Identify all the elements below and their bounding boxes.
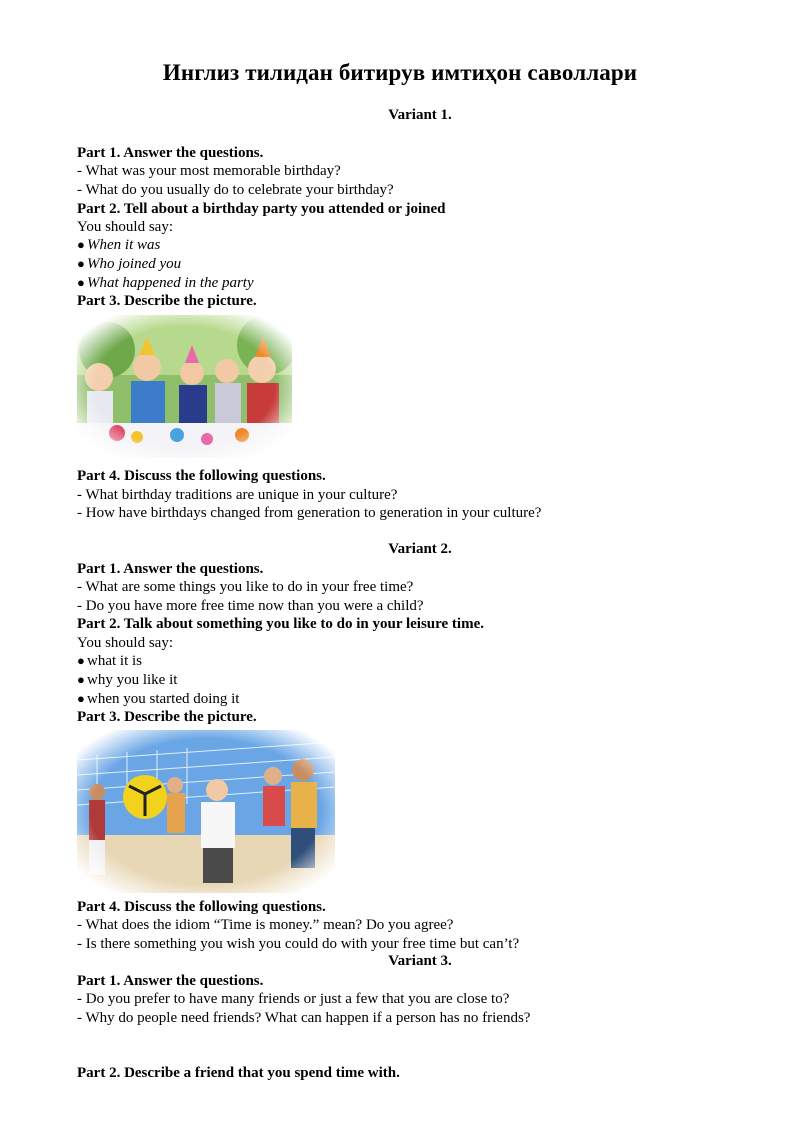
v2-part4-question: - Is there something you wish you could do with your free time but can’t?	[77, 936, 520, 952]
v1-part2-intro: You should say:	[77, 219, 173, 235]
variant-3-heading: Variant 3.	[388, 953, 452, 969]
v1-part1-heading: Part 1. Answer the questions.	[77, 145, 264, 161]
v3-part2-heading: Part 2. Describe a friend that you spend time with.	[77, 1065, 400, 1081]
bullet-icon: ●	[77, 672, 85, 687]
v1-part1-question: - What do you usually do to celebrate your birthday?	[77, 182, 394, 198]
volleyball-picture	[77, 730, 335, 893]
v2-part2-point	[77, 690, 239, 708]
bullet-icon: ●	[77, 237, 85, 252]
v2-part3-heading: Part 3. Describe the picture.	[77, 709, 257, 725]
v2-part2-point	[77, 671, 177, 689]
point-text: When it was	[87, 237, 161, 253]
v2-part4-question: - What does the idiom “Time is money.” mean? Do you agree?	[77, 917, 454, 933]
v1-part4-heading: Part 4. Discuss the following questions.	[77, 468, 326, 484]
v1-part1-question: - What was your most memorable birthday?	[77, 163, 341, 179]
v2-part2-heading: Part 2. Talk about something you like to do in your leisure time.	[77, 616, 484, 632]
v2-part4-heading: Part 4. Discuss the following questions.	[77, 899, 326, 915]
point-text: what it is	[87, 653, 142, 669]
v3-part1-question: - Why do people need friends? What can happen if a person has no friends?	[77, 1010, 531, 1026]
variant-1-heading: Variant 1.	[388, 107, 452, 123]
v1-part4-question: - How have birthdays changed from generation to generation in your culture?	[77, 505, 542, 521]
variant-2-heading: Variant 2.	[388, 541, 452, 557]
point-text: What happened in the party	[87, 275, 254, 291]
birthday-party-picture	[77, 315, 292, 458]
v1-part2-point	[77, 274, 254, 292]
bullet-icon: ●	[77, 256, 85, 271]
v2-part2-point	[77, 652, 142, 670]
v1-part4-question: - What birthday traditions are unique in your culture?	[77, 487, 398, 503]
v3-part1-question: - Do you prefer to have many friends or just a few that you are close to?	[77, 991, 510, 1007]
bullet-icon: ●	[77, 275, 85, 290]
point-text: Who joined you	[87, 256, 182, 272]
v1-part3-heading: Part 3. Describe the picture.	[77, 293, 257, 309]
v1-part2-point	[77, 236, 160, 254]
v3-part1-heading: Part 1. Answer the questions.	[77, 973, 264, 989]
v2-part2-intro: You should say:	[77, 635, 173, 651]
v1-part2-heading: Part 2. Tell about a birthday party you attended or joined	[77, 201, 446, 217]
v2-part1-heading: Part 1. Answer the questions.	[77, 561, 264, 577]
bullet-icon: ●	[77, 653, 85, 668]
page-title: Инглиз тилидан битирув имтиҳон саволлари	[162, 60, 638, 85]
bullet-icon: ●	[77, 691, 85, 706]
point-text: when you started doing it	[87, 691, 240, 707]
v2-part1-question: - What are some things you like to do in your free time?	[77, 579, 414, 595]
v1-part2-point	[77, 255, 181, 273]
point-text: why you like it	[87, 672, 178, 688]
v2-part1-question: - Do you have more free time now than you were a child?	[77, 598, 424, 614]
